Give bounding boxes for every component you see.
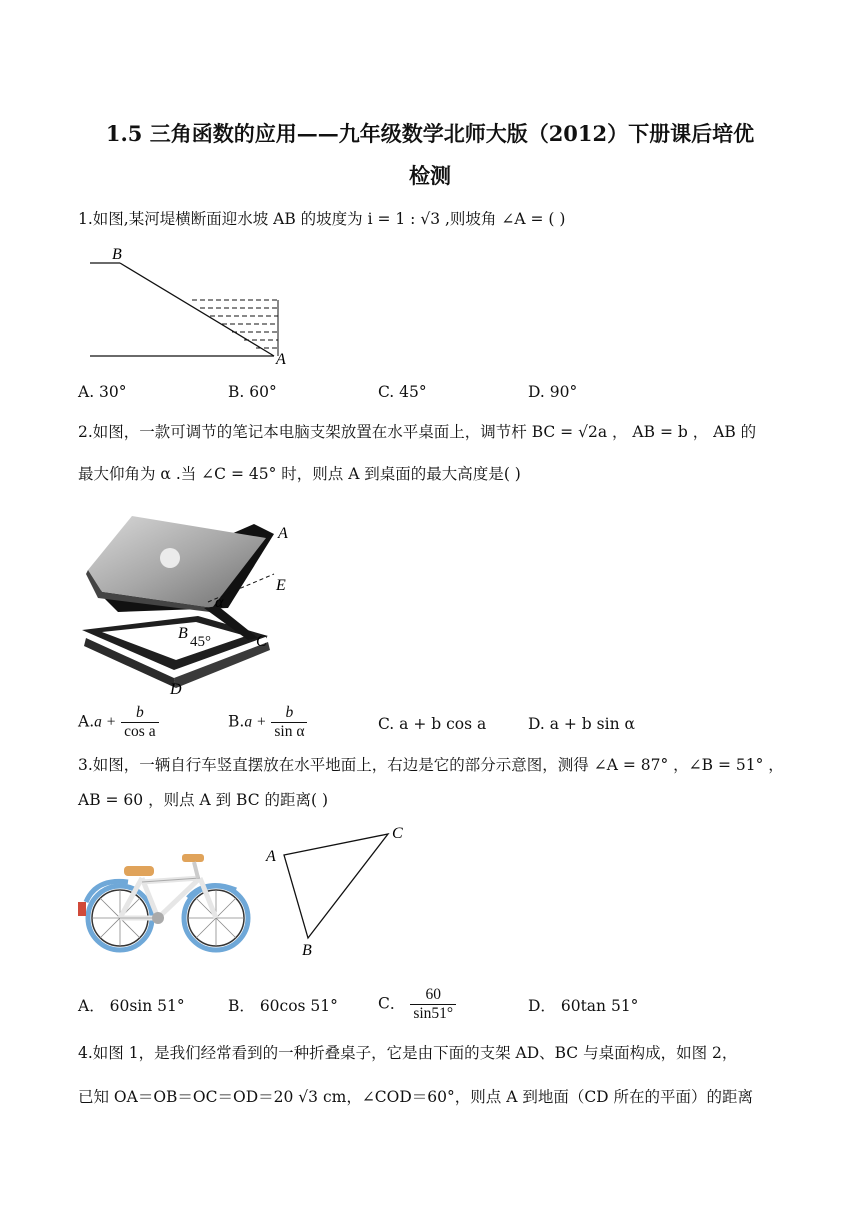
page-title: 1.5 三角函数的应用——九年级数学北师大版（2012）下册课后培优 <box>105 121 755 146</box>
question-4-line-2: 已知 OA＝OB＝OC＝OD＝20 √3 cm，∠COD＝60°，则点 A 到地面（CD 所在的平面）的距离 <box>78 1088 754 1106</box>
q3-option-a[interactable]: A． 60sin 51° <box>78 997 185 1015</box>
question-1-text: 1.如图,某河堤横断面迎水坡 AB 的坡度为 i = 1 : √3 ,则坡角 ∠A = ( ) <box>78 210 566 228</box>
q3-option-d[interactable]: D． 60tan 51° <box>528 997 639 1015</box>
q1-option-c[interactable]: C. 45° <box>378 383 427 401</box>
label-c: C <box>256 633 267 650</box>
question-2-line-1: 2.如图，一款可调节的笔记本电脑支架放置在水平桌面上，调节杆 BC = √2a ， AB = b ， AB 的 <box>78 423 757 441</box>
q1-embankment-diagram <box>82 240 302 370</box>
q1-option-d[interactable]: D. 90° <box>528 383 578 401</box>
fraction <box>121 704 158 741</box>
q2-laptop-stand-image <box>78 512 308 698</box>
fraction <box>271 704 307 741</box>
option-letter: B. <box>228 712 245 731</box>
q2-option-b[interactable] <box>228 704 307 741</box>
question-4-line-1: 4.如图 1，是我们经常看到的一种折叠桌子，它是由下面的支架 AD、BC 与桌面构成，如图 2， <box>78 1044 738 1062</box>
denominator: sin51° <box>413 1005 454 1022</box>
q1-option-a[interactable]: A. 30° <box>78 383 127 401</box>
q3-option-b[interactable]: B． 60cos 51° <box>228 997 338 1015</box>
q3-bicycle-image <box>76 838 258 964</box>
label-d: D <box>170 681 182 698</box>
numerator: b <box>271 704 307 723</box>
q2-option-a[interactable] <box>78 704 159 741</box>
option-letter: C． <box>378 994 406 1013</box>
question-3-line-2: AB = 60 ，则点 A 到 BC 的距离( ) <box>78 791 329 809</box>
q3-option-c[interactable] <box>378 986 456 1023</box>
label-b: B <box>302 942 312 959</box>
label-b: B <box>178 625 188 642</box>
option-letter: A. <box>78 712 95 731</box>
option-lead: a + <box>94 713 117 731</box>
label-a: A <box>278 525 288 542</box>
question-3-line-1: 3.如图，一辆自行车竖直摆放在水平地面上，右边是它的部分示意图，测得 ∠A = 87° ，∠B = 51° ， <box>78 756 784 774</box>
q3-triangle-diagram <box>258 820 418 962</box>
q1-option-b[interactable]: B. 60° <box>228 383 277 401</box>
label-a: A <box>276 351 286 368</box>
fraction <box>410 986 456 1023</box>
numerator: 60 <box>410 986 456 1005</box>
q2-option-c[interactable]: C. a + b cos a <box>378 715 487 733</box>
question-2-line-2: 最大仰角为 α .当 ∠C = 45° 时，则点 A 到桌面的最大高度是( ) <box>78 465 521 483</box>
page-title-continued: 检测 <box>409 163 451 188</box>
label-b: B <box>112 246 122 263</box>
denominator: cos a <box>124 723 156 740</box>
option-lead: a + <box>244 713 267 731</box>
q2-option-d[interactable]: D. a + b sin α <box>528 715 635 733</box>
numerator: b <box>121 704 158 723</box>
label-a: A <box>266 848 276 865</box>
label-alpha: α <box>215 594 224 611</box>
label-c: C <box>392 825 403 842</box>
label-e: E <box>276 577 286 594</box>
angle-45-label: 45° <box>190 634 211 650</box>
denominator: sin α <box>274 723 305 740</box>
